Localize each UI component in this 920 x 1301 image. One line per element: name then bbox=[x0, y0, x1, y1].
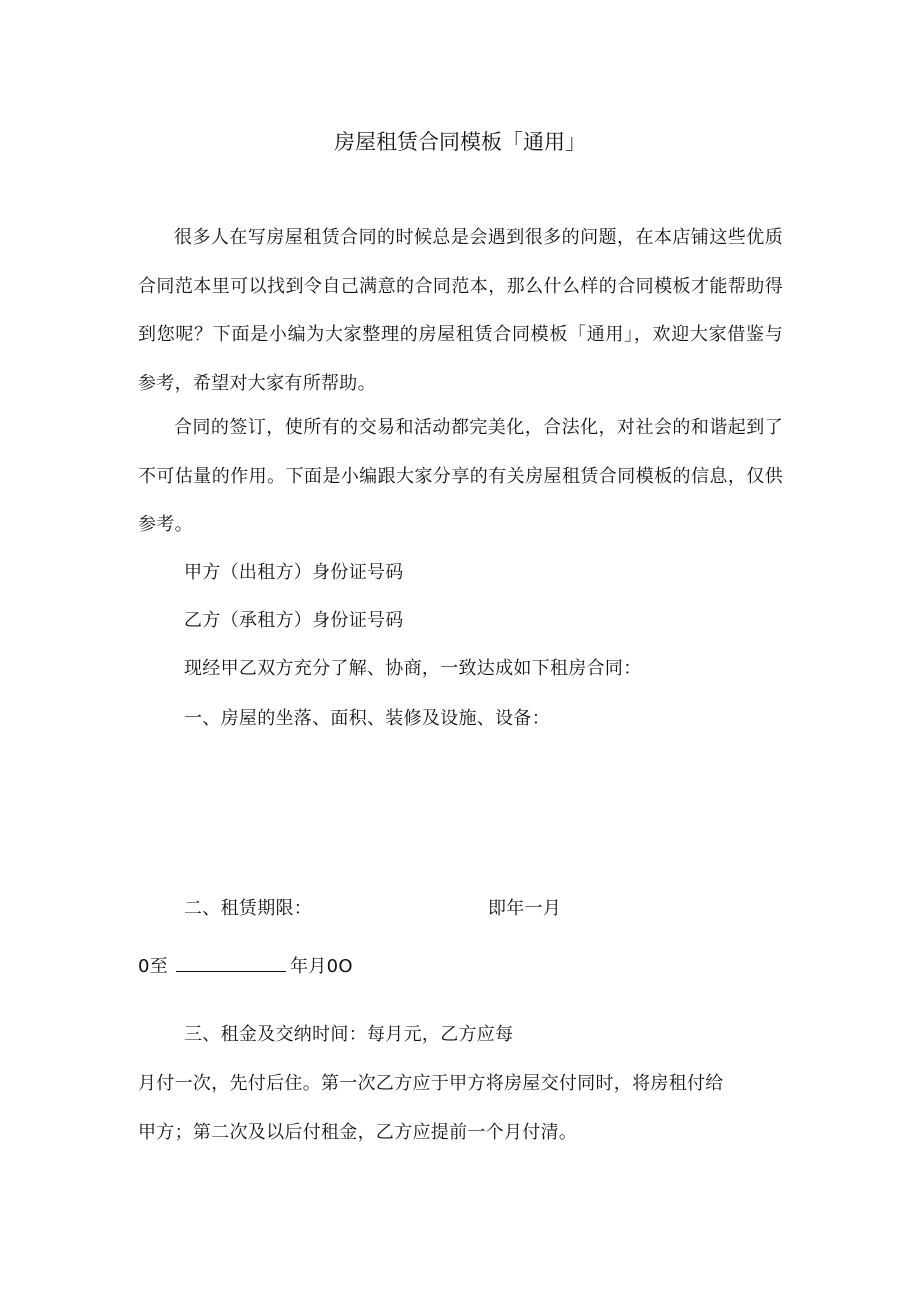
party-b-line: 乙方（承租方）身份证号码 bbox=[184, 610, 404, 631]
document-title: 房屋租赁合同模板「通用」 bbox=[334, 130, 586, 154]
section-1-heading: 一、房屋的坐落、面积、装修及设施、设备： bbox=[184, 708, 550, 729]
section-3-line-3: 甲方；第二次及以后付租金，乙方应提前一个月付清。 bbox=[138, 1122, 578, 1143]
section-2-cont-prefix: 0至 bbox=[138, 956, 169, 977]
section-2-label: 二、租赁期限： bbox=[184, 898, 313, 919]
agreement-intro: 现经甲乙双方充分了解、协商，一致达成如下租房合同： bbox=[184, 658, 642, 679]
section-2-cont-suffix: 年月0O bbox=[290, 956, 353, 977]
section-2-date-start: 即年一月 bbox=[488, 898, 562, 919]
party-a-line: 甲方（出租方）身份证号码 bbox=[184, 562, 404, 583]
intro-paragraph: 很多人在写房屋租赁合同的时候总是会遇到很多的问题，在本店铺这些优质合同范本里可以找到令自己满意的合同范本，那么什么样的合同模板才能帮助得到您呢？下面是小编为大家整理的房屋租赁合同模板「通用」，欢迎大家借鉴与参考，希望对大家有所帮助。 bbox=[138, 227, 783, 394]
signing-paragraph: 合同的签订，使所有的交易和活动都完美化，合法化，对社会的和谐起到了不可估量的作用。下面是小编跟大家分享的有关房屋租赁合同模板的信息，仅供参考。 bbox=[138, 417, 783, 535]
section-2-continuation bbox=[138, 953, 353, 980]
section-3-line-2: 月付一次，先付后住。第一次乙方应于甲方将房屋交付同时，将房租付给 bbox=[138, 1073, 724, 1094]
blank-underline bbox=[176, 953, 286, 972]
section-3-label: 三、租金及交纳时间：每月元，乙方应每 bbox=[184, 1024, 514, 1045]
